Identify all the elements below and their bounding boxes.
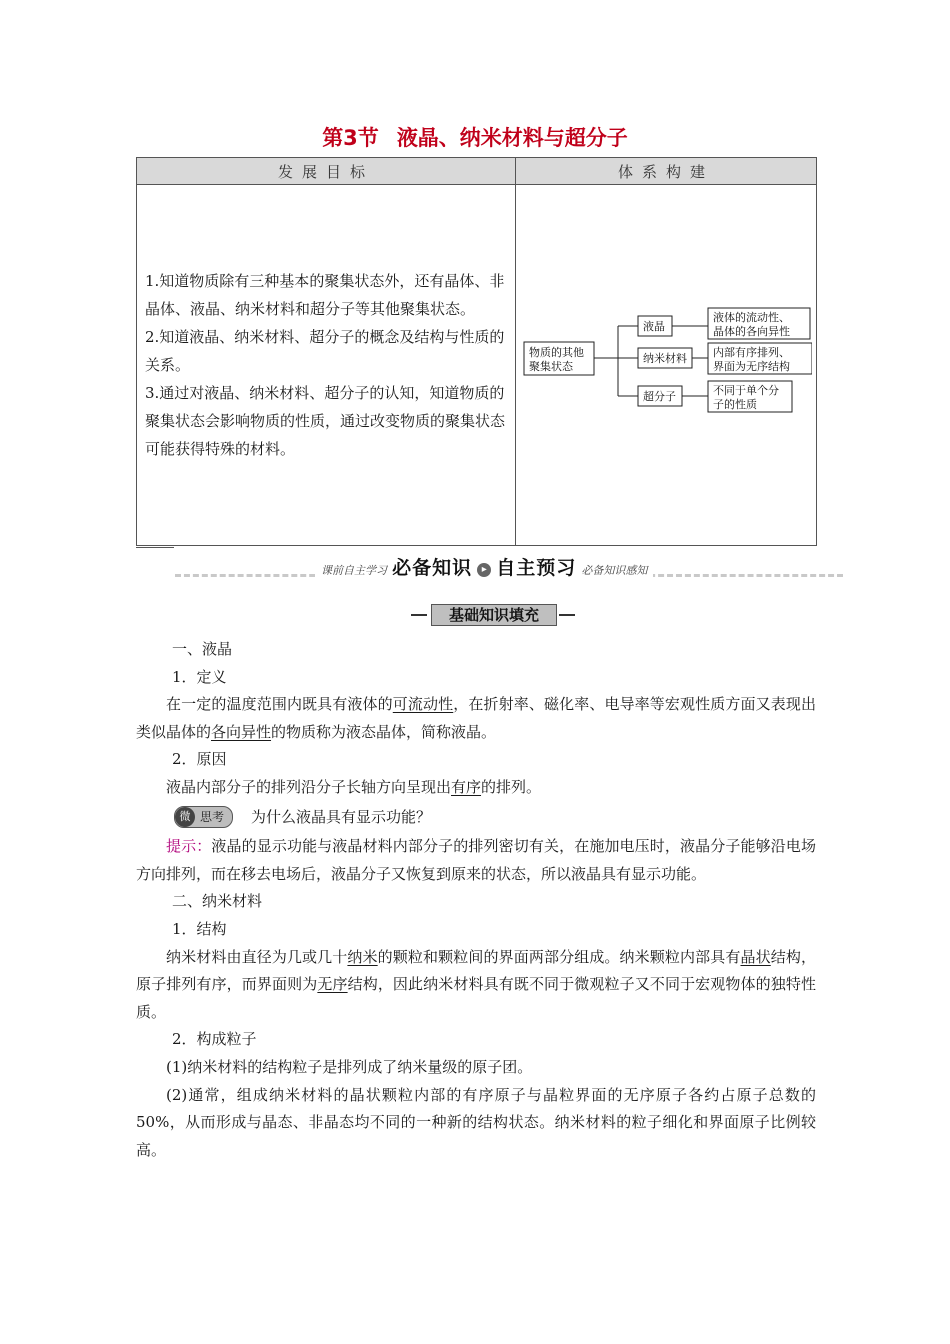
desc-liquid-2: 晶体的各向异性 (713, 325, 790, 338)
section-bar-big-right: 自主预习 (496, 557, 577, 579)
particles-item-1: (1)纳米材料的结构粒子是排列成了纳米量级的原子团。 (166, 1057, 533, 1076)
desc-supra-2: 子的性质 (713, 398, 757, 411)
root-label-2: 聚集状态 (529, 360, 573, 373)
root-label-1: 物质的其他 (529, 346, 584, 359)
particles-item-2: (2)通常，组成纳米材料的晶状颗粒内部的有序原子与晶粒界面的无序原子各约占原子总数的50%，从而形成与晶态、非晶态均不同的一种新的结构状态。纳米材料的粒子细化和界面原子比例较高。 (136, 1085, 816, 1159)
desc-nano-1: 内部有序排列、 (713, 346, 790, 359)
heading-structure: 1．结构 (172, 919, 227, 938)
blank-answer: 晶状 (740, 947, 771, 966)
main-content (136, 636, 816, 1164)
desc-supra-1: 不同于单个分 (713, 384, 779, 397)
structure-paragraph: 纳米材料由直径为几或几十纳米的颗粒和颗粒间的界面两部分组成。纳米颗粒内部具有晶状结构，原子排列有序，而界面则为无序结构，因此纳米材料具有既不同于微观粒子又不同于宏观物体的独特性质。 (136, 947, 816, 1021)
section-bar-right-small: 必备知识感知 (581, 564, 648, 577)
think-question-text: 为什么液晶具有显示功能？ (251, 807, 432, 826)
section-bar-left-small: 课前自主学习 (321, 564, 387, 577)
banner-label: 基础知识填充 (431, 604, 557, 626)
section-title: 液晶、纳米材料与超分子 (396, 126, 628, 150)
header-framework: 体系构建 (516, 158, 817, 185)
table-bottom-rule (136, 547, 174, 548)
framework-cell (516, 185, 817, 546)
tip-paragraph: 提示：液晶的显示功能与液晶材料内部分子的排列密切有关，在施加电压时，液晶分子能够沿电场方向排列，而在移去电场后，液晶分子又恢复到原来的状态，所以液晶具有显示功能。 (136, 837, 816, 883)
desc-liquid-1: 液体的流动性、 (713, 311, 790, 324)
goal-item-3: 3.通过对液晶、纳米材料、超分子的认知，知道物质的聚集状态会影响物质的性质，通过改变物质的聚集状态可能获得特殊的材料。 (145, 384, 506, 458)
framework-diagram (520, 305, 812, 425)
page-title (0, 122, 950, 152)
section-number: 第3节 (322, 126, 379, 150)
cause-paragraph: 液晶内部分子的排列沿分子长轴方向呈现出有序的排列。 (166, 777, 542, 796)
goals-table (136, 157, 817, 546)
branch-label-nano: 纳米材料 (643, 352, 687, 365)
branch-label-liquid: 液晶 (643, 320, 665, 333)
section-bar-big-left: 必备知识 (392, 557, 473, 579)
heading-cause: 2．原因 (172, 750, 227, 769)
tip-label: 提示： (166, 837, 212, 856)
blank-answer: 可流动性 (392, 695, 454, 714)
blank-answer: 纳米 (347, 947, 378, 966)
header-goals: 发展目标 (137, 158, 516, 185)
blank-answer: 无序 (317, 975, 348, 994)
think-question (174, 804, 816, 832)
arrow-right-icon: ▸ (477, 563, 491, 577)
goal-item-1: 1.知道物质除有三种基本的聚集状态外，还有晶体、非晶体、液晶、纳米材料和超分子等其他聚集状态。 (145, 272, 505, 318)
think-badge: 微 思考 (174, 806, 233, 828)
blank-answer: 有序 (451, 777, 482, 796)
section-bar (175, 553, 843, 579)
think-badge-icon: 微 (175, 807, 195, 827)
heading-particles: 2．构成粒子 (172, 1030, 257, 1049)
heading-nanomaterial: 二、纳米材料 (172, 892, 263, 911)
heading-definition: 1．定义 (172, 667, 227, 686)
branch-label-supra: 超分子 (643, 390, 676, 403)
definition-paragraph: 在一定的温度范围内既具有液体的可流动性，在折射率、磁化率、电导率等宏观性质方面又表现出类似晶体的各向异性的物质称为液态晶体，简称液晶。 (136, 695, 816, 741)
goal-item-2: 2.知道液晶、纳米材料、超分子的概念及结构与性质的关系。 (145, 328, 505, 374)
desc-nano-2: 界面为无序结构 (713, 360, 790, 373)
goals-cell (137, 185, 516, 546)
subsection-banner (411, 604, 575, 626)
blank-answer: 各向异性 (211, 722, 272, 741)
heading-liquid-crystal: 一、液晶 (172, 640, 233, 658)
